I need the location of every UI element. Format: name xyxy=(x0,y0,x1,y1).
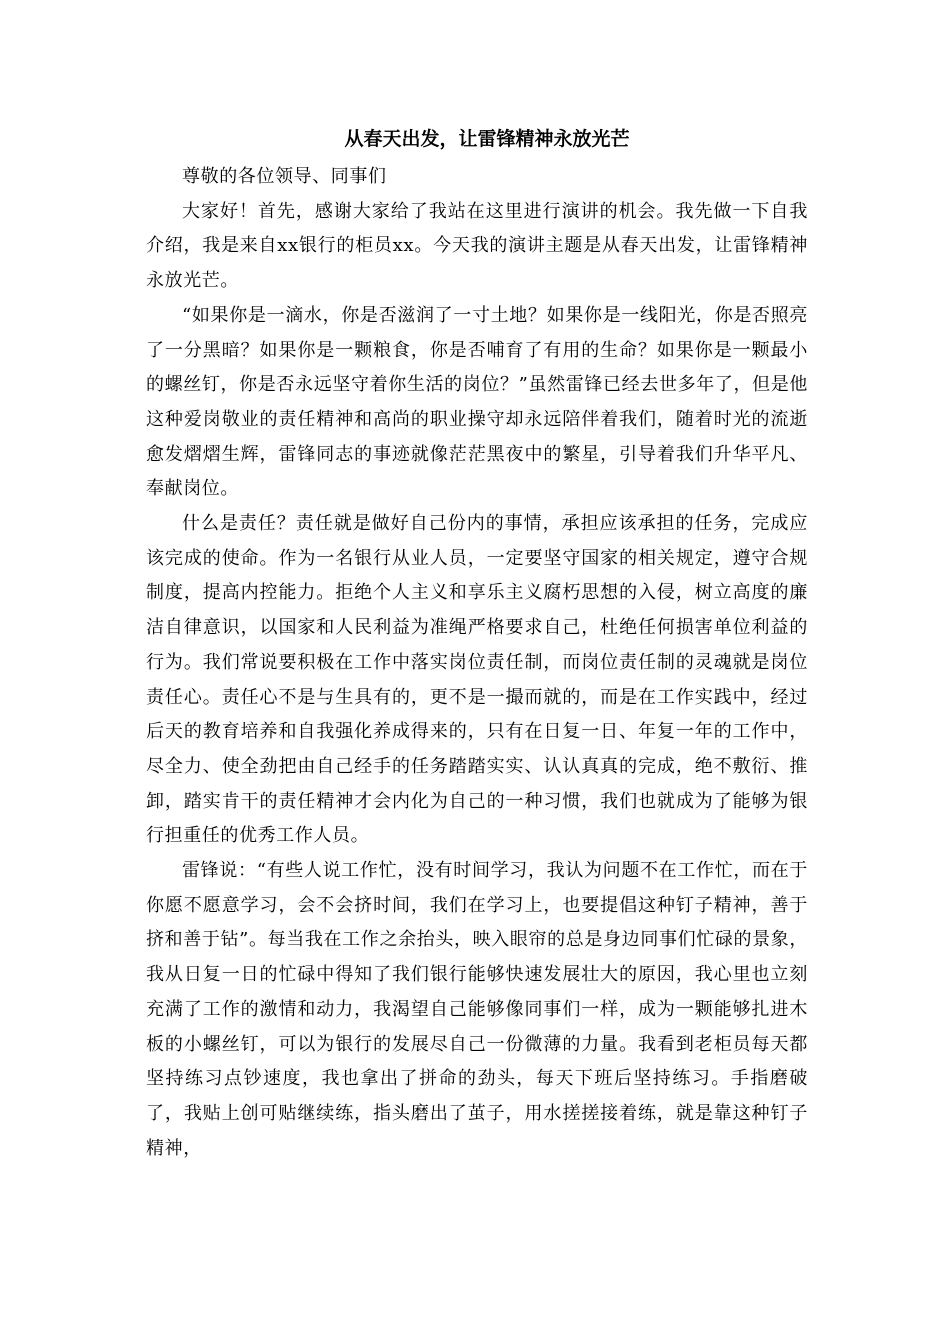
document-page xyxy=(146,118,808,1166)
paragraph-nail-spirit: 雷锋说：“有些人说工作忙，没有时间学习，我认为问题不在工作忙，而在于你愿不愿意学习，会不会挤时间，我们在学习上，也要提倡这种钉子精神，善于挤和善于钻”。每当我在工作之余抬头，映入眼帘的总是身边同事们忙碌的景象，我从日复一日的忙碌中得知了我们银行能够快速发展壮大的原因，我心里也立刻充满了工作的激情和动力，我渴望自己能够像同事们一样，成为一颗能够扎进木板的小螺丝钉，可以为银行的发展尽自己一份微薄的力量。我看到老柜员每天都坚持练习点钞速度，我也拿出了拼命的劲头，每天下班后坚持练习。手指磨破了，我贴上创可贴继续练，指头磨出了茧子，用水搓搓接着练，就是靠这种钉子精神， xyxy=(146,860,808,1159)
greeting-line: 尊敬的各位领导、同事们 xyxy=(182,166,387,187)
paragraph-quote: “如果你是一滴水，你是否滋润了一寸土地？如果你是一线阳光，你是否照亮了一分黑暗？如果你是一颗粮食，你是否哺育了有用的生命？如果你是一颗最小的螺丝钉，你是否永远坚守着你生活的岗位？”虽然雷锋已经去世多年了，但是他这种爱岗敬业的责任精神和高尚的职业操守却永远陪伴着我们，随着时光的流逝愈发熠熠生辉，雷锋同志的事迹就像茫茫黑夜中的繁星，引导着我们升华平凡、奉献岗位。 xyxy=(146,304,808,500)
paragraph-responsibility: 什么是责任？责任就是做好自己份内的事情，承担应该承担的任务，完成应该完成的使命。作为一名银行从业人员，一定要坚守国家的相关规定，遵守合规制度，提高内控能力。拒绝个人主义和享乐主义腐朽思想的入侵，树立高度的廉洁自律意识，以国家和人民利益为准绳严格要求自己，杜绝任何损害单位利益的行为。我们常说要积极在工作中落实岗位责任制，而岗位责任制的灵魂就是岗位责任心。责任心不是与生具有的，更不是一撮而就的，而是在工作实践中，经过后天的教育培养和自我强化养成得来的，只有在日复一日、年复一年的工作中，尽全力、使全劲把由自己经手的任务踏踏实实、认认真真的完成，绝不敷衍、推卸，踏实肯干的责任精神才会内化为自己的一种习惯，我们也就成为了能够为银行担重任的优秀工作人员。 xyxy=(146,513,808,847)
paragraph-intro: 大家好！首先，感谢大家给了我站在这里进行演讲的机会。我先做一下自我介绍，我是来自xx银行的柜员xx。今天我的演讲主题是从春天出发，让雷锋精神永放光芒。 xyxy=(146,200,808,292)
document-title: 从春天出发，让雷锋精神永放光芒 xyxy=(344,128,630,150)
